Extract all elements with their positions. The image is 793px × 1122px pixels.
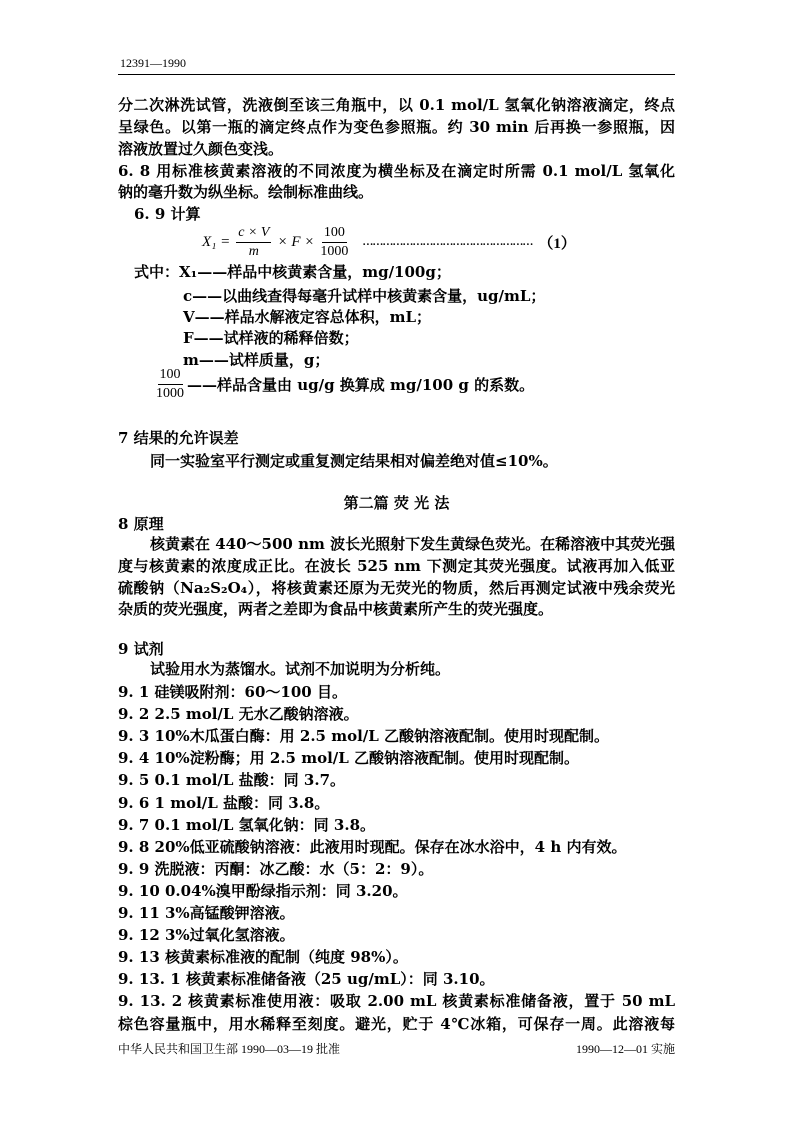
text-line: 杂质的荧光强度，两者之差即为食品中核黄素所产生的荧光强度。 [118, 600, 554, 618]
text-line: 试验用水为蒸馏水。试剂不加说明为分析纯。 [150, 660, 451, 678]
text-line: 核黄素在 440～500 nm 波长光照射下发生黄绿色荧光。在稀溶液中其荧光强 [150, 535, 676, 553]
text-line: 9 试剂 [118, 640, 164, 658]
formula-middle: × F × [277, 233, 315, 250]
text-line: 9. 4 10%淀粉酶；用 2.5 mol/L 乙酸钠溶液配制。使用时现配制。 [118, 749, 580, 767]
text-line: 9. 12 3%过氧化氢溶液。 [118, 926, 295, 944]
text-line: 硫酸钠（Na₂S₂O₄），将核黄素还原为无荧光的物质，然后再测定试液中残余荧光 [118, 579, 675, 597]
text-line: 9. 11 3%高锰酸钾溶液。 [118, 904, 295, 922]
coefficient-definition [156, 366, 534, 403]
text-line: 溶液放置过久颜色变浅。 [118, 140, 284, 158]
fraction-denominator: m [248, 243, 259, 259]
text-line: 度与核黄素的浓度成正比。在波长 525 nm 下测定其荧光强度。试液再加入低亚 [118, 557, 675, 575]
text-line: m——试样质量，g； [183, 351, 330, 369]
section-title: 第二篇 荧 光 法 [343, 494, 450, 512]
text-line: c——以曲线查得每毫升试样中核黄素含量，ug/mL； [183, 287, 546, 305]
formula-fraction-100-1000 [320, 224, 348, 261]
text-line: 9. 1 硅镁吸附剂：60～100 目。 [118, 683, 347, 701]
fraction-numerator: c × V [236, 224, 271, 243]
fraction-numerator: 100 [158, 366, 183, 385]
text-line: 9. 10 0.04%溴甲酚绿指示剂：同 3.20。 [118, 882, 408, 900]
text-line: 9. 13. 1 核黄素标准储备液（25 ug/mL）：同 3.10。 [118, 970, 495, 988]
formula-fraction-cv-m [236, 224, 271, 261]
fraction-denominator: 1000 [320, 243, 349, 259]
text-line: 呈绿色。以第一瓶的滴定终点作为变色参照瓶。约 30 min 后再换一参照瓶，因 [118, 118, 675, 136]
text-line: 9. 13 核黄素标准液的配制（纯度 98%）。 [118, 948, 408, 966]
header-rule [118, 74, 675, 75]
formula-1 [202, 220, 576, 264]
coefficient-fraction [156, 366, 184, 403]
formula-lhs: X₁ = [202, 233, 231, 250]
text-line: 9. 2 2.5 mol/L 无水乙酸钠溶液。 [118, 705, 359, 723]
text-line: 分二次淋洗试管，洗液倒至该三角瓶中，以 0.1 mol/L 氢氧化钠溶液滴定，终点 [118, 96, 675, 114]
text-line: 式中：X₁——样品中核黄素含量，mg/100g； [134, 263, 451, 281]
text-line: 同一实验室平行测定或重复测定结果相对偏差绝对值≤10%。 [150, 452, 558, 470]
fraction-denominator: 1000 [156, 386, 184, 401]
text-line: 9. 3 10%木瓜蛋白酶：用 2.5 mol/L 乙酸钠溶液配制。使用时现配制。 [118, 727, 610, 745]
text-line: 6. 9 计算 [134, 205, 201, 223]
document-code: 12391—1990 [120, 56, 186, 70]
text-line: 9. 7 0.1 mol/L 氢氧化钠：同 3.8。 [118, 816, 376, 834]
text-line: V——样品水解液定容总体积，mL； [183, 308, 432, 326]
text-line: 9. 9 洗脱液：丙酮：冰乙酸：水（5：2：9）。 [118, 860, 434, 878]
fraction-numerator: 100 [322, 224, 347, 243]
text-line: ——样品含量由 ug/g 换算成 mg/100 g 的系数。 [187, 375, 535, 394]
text-line: F——试样液的稀释倍数； [183, 329, 359, 347]
text-line: 钠的毫升数为纵坐标。绘制标准曲线。 [118, 183, 374, 201]
text-line: 棕色容量瓶中，用水稀释至刻度。避光，贮于 4℃冰箱，可保存一周。此溶液每 [118, 1015, 675, 1033]
footer-approval: 中华人民共和国卫生部 1990—03—19 批准 [118, 1042, 341, 1056]
formula-number: （1） [538, 235, 576, 252]
footer-effective-date: 1990—12—01 实施 [575, 1042, 675, 1056]
text-line: 6. 8 用标准核黄素溶液的不同浓度为横坐标及在滴定时所需 0.1 mol/L 氢氧化 [118, 162, 675, 180]
text-line: 7 结果的允许误差 [118, 429, 239, 447]
text-line: 8 原理 [118, 515, 164, 533]
text-line: 9. 6 1 mol/L 盐酸：同 3.8。 [118, 794, 330, 812]
text-line: 9. 13. 2 核黄素标准使用液：吸取 2.00 mL 核黄素标准储备液，置于 50 mL [118, 992, 675, 1010]
text-line: 9. 8 20%低亚硫酸钠溶液：此液用时现配。保存在冰水浴中，4 h 内有效。 [118, 838, 627, 856]
text-line: 9. 5 0.1 mol/L 盐酸：同 3.7。 [118, 771, 346, 789]
formula-leader-dots: …………………………………………… [362, 236, 533, 248]
